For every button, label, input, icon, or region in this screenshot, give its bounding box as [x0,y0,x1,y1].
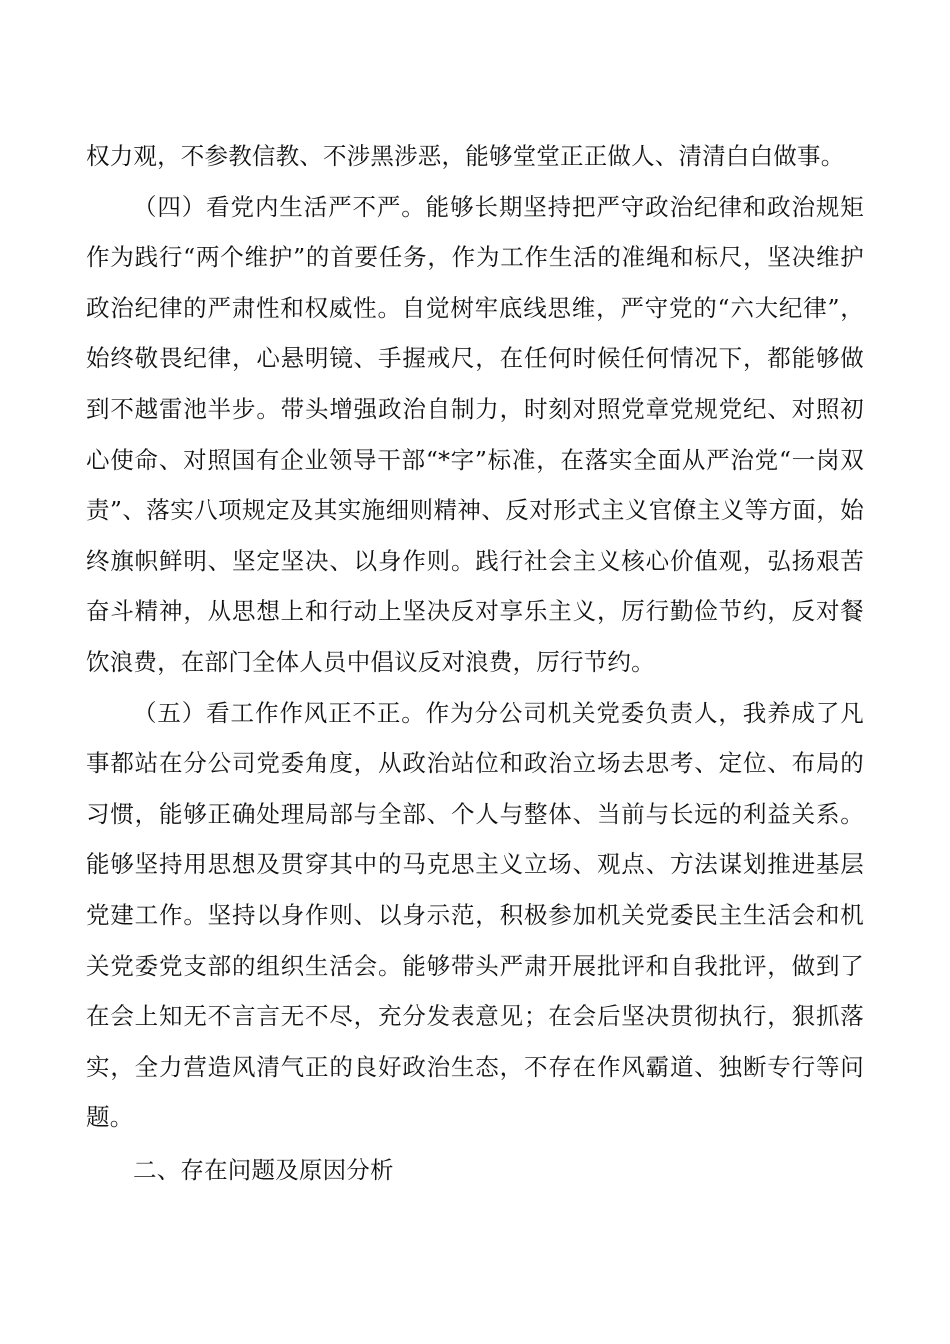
document-page [86,131,864,1195]
paragraph-continuation: 权力观，不参教信教、不涉黑涉恶，能够堂堂正正做人、清清白白做事。 [86,142,845,170]
section-heading: 二、存在问题及原因分析 [133,1155,394,1184]
paragraph-section-five: （五）看工作作风正不正。作为分公司机关党委负责人，我养成了凡事都站在分公司党委角度，从政治站位和政治立场去思考、定位、布局的习惯，能够正确处理局部与全部、个人与整体、当前与长远的利益关系。能够坚持用思想及贯穿其中的马克思主义立场、观点、方法谋划推进基层党建工作。坚持以身作则、以身示范，积极参加机关党委民主生活会和机关党委党支部的组织生活会。能够带头严肃开展批评和自我批评，做到了在会上知无不言言无不尽，充分发表意见；在会后坚决贯彻执行，狠抓落实，全力营造风清气正的良好政治生态，不存在作风霸道、独断专行等问题。 [86,698,864,1132]
paragraph-section-four: （四）看党内生活严不严。能够长期坚持把严守政治纪律和政治规矩作为践行“两个维护”的首要任务，作为工作生活的准绳和标尺，坚决维护政治纪律的严肃性和权威性。自觉树牢底线思维，严守党的“六大纪律”，始终敬畏纪律，心悬明镜、手握戒尺，在任何时候任何情况下，都能够做到不越雷池半步。带头增强政治自制力，时刻对照党章党规党纪、对照初心使命、对照国有企业领导干部“*字”标准，在落实全面从严治党“一岗双责”、落实八项规定及其实施细则精神、反对形式主义官僚主义等方面，始终旗帜鲜明、坚定坚决、以身作则。践行社会主义核心价值观，弘扬艰苦奋斗精神，从思想上和行动上坚决反对享乐主义，厉行勤俭节约，反对餐饮浪费，在部门全体人员中倡议反对浪费，厉行节约。 [86,192,864,676]
